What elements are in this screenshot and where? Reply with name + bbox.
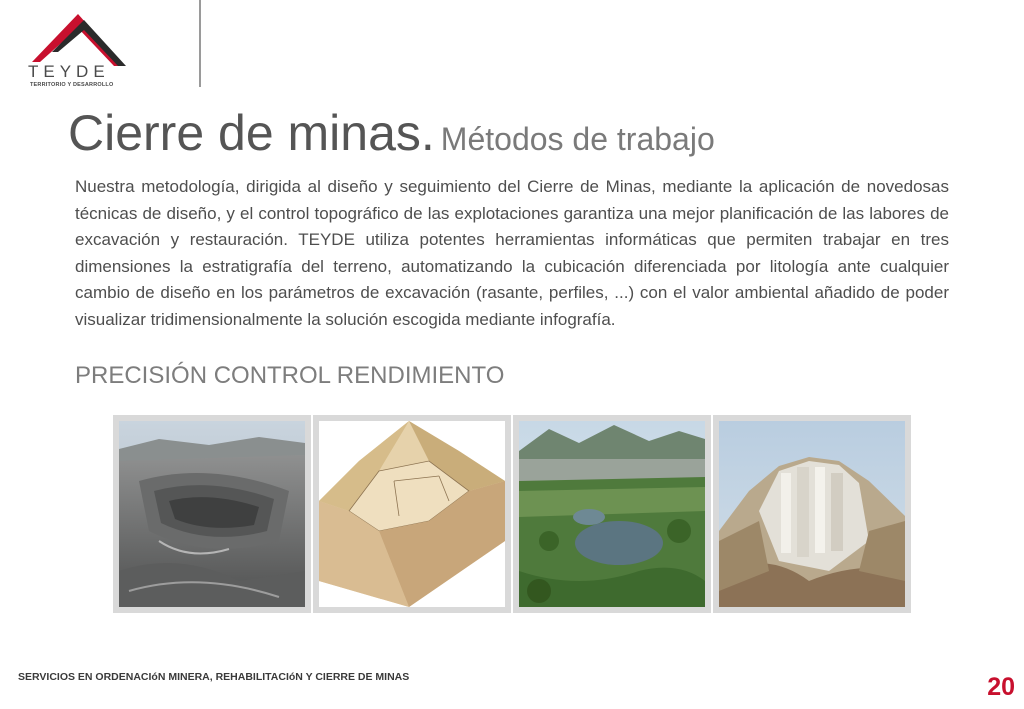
page-title: [68, 104, 715, 162]
photo-open-pit-mine: [113, 415, 311, 613]
body-paragraph: Nuestra metodología, dirigida al diseño y seguimiento del Cierre de Minas, mediante la aplicación de novedosas técnicas de diseño, y el control topográfico de las explotaciones garantiza una mejor planificación de las labores de excavación y restauración. TEYDE utiliza potentes herramientas informáticas que permiten trabajar en tres dimensiones la estratigrafía del terreno, automatizando la cubicación diferenciada por litología ante cualquier cambio de diseño en los parámetros de excavación (rasante, perfiles, ...) con el valor ambiental añadido de poder visualizar tridimensionalmente la solución escogida mediante infografía.: [75, 177, 949, 329]
photo-restored-lake: [513, 415, 711, 613]
footer-services-text: SERVICIOS EN ORDENACIóN MINERA, REHABILITACIóN Y CIERRE DE MINAS: [18, 671, 410, 683]
open-pit-mine-image: [119, 421, 305, 607]
excavation-model-image: [319, 421, 505, 607]
title-main: Cierre de minas.: [68, 105, 435, 161]
restored-lake-image: [519, 421, 705, 607]
photo-3d-excavation-model: [313, 415, 511, 613]
section-subheading: PRECISIÓN CONTROL RENDIMIENTO: [75, 362, 505, 389]
header-divider: [199, 0, 201, 87]
logo-tagline: TERRITORIO Y DESARROLLO: [30, 82, 114, 88]
title-sub: Métodos de trabajo: [440, 121, 715, 157]
marble-quarry-image: [719, 421, 905, 607]
logo-name: TEYDE: [28, 62, 110, 81]
page-number: 20: [987, 673, 1015, 701]
photo-marble-quarry: [713, 415, 911, 613]
